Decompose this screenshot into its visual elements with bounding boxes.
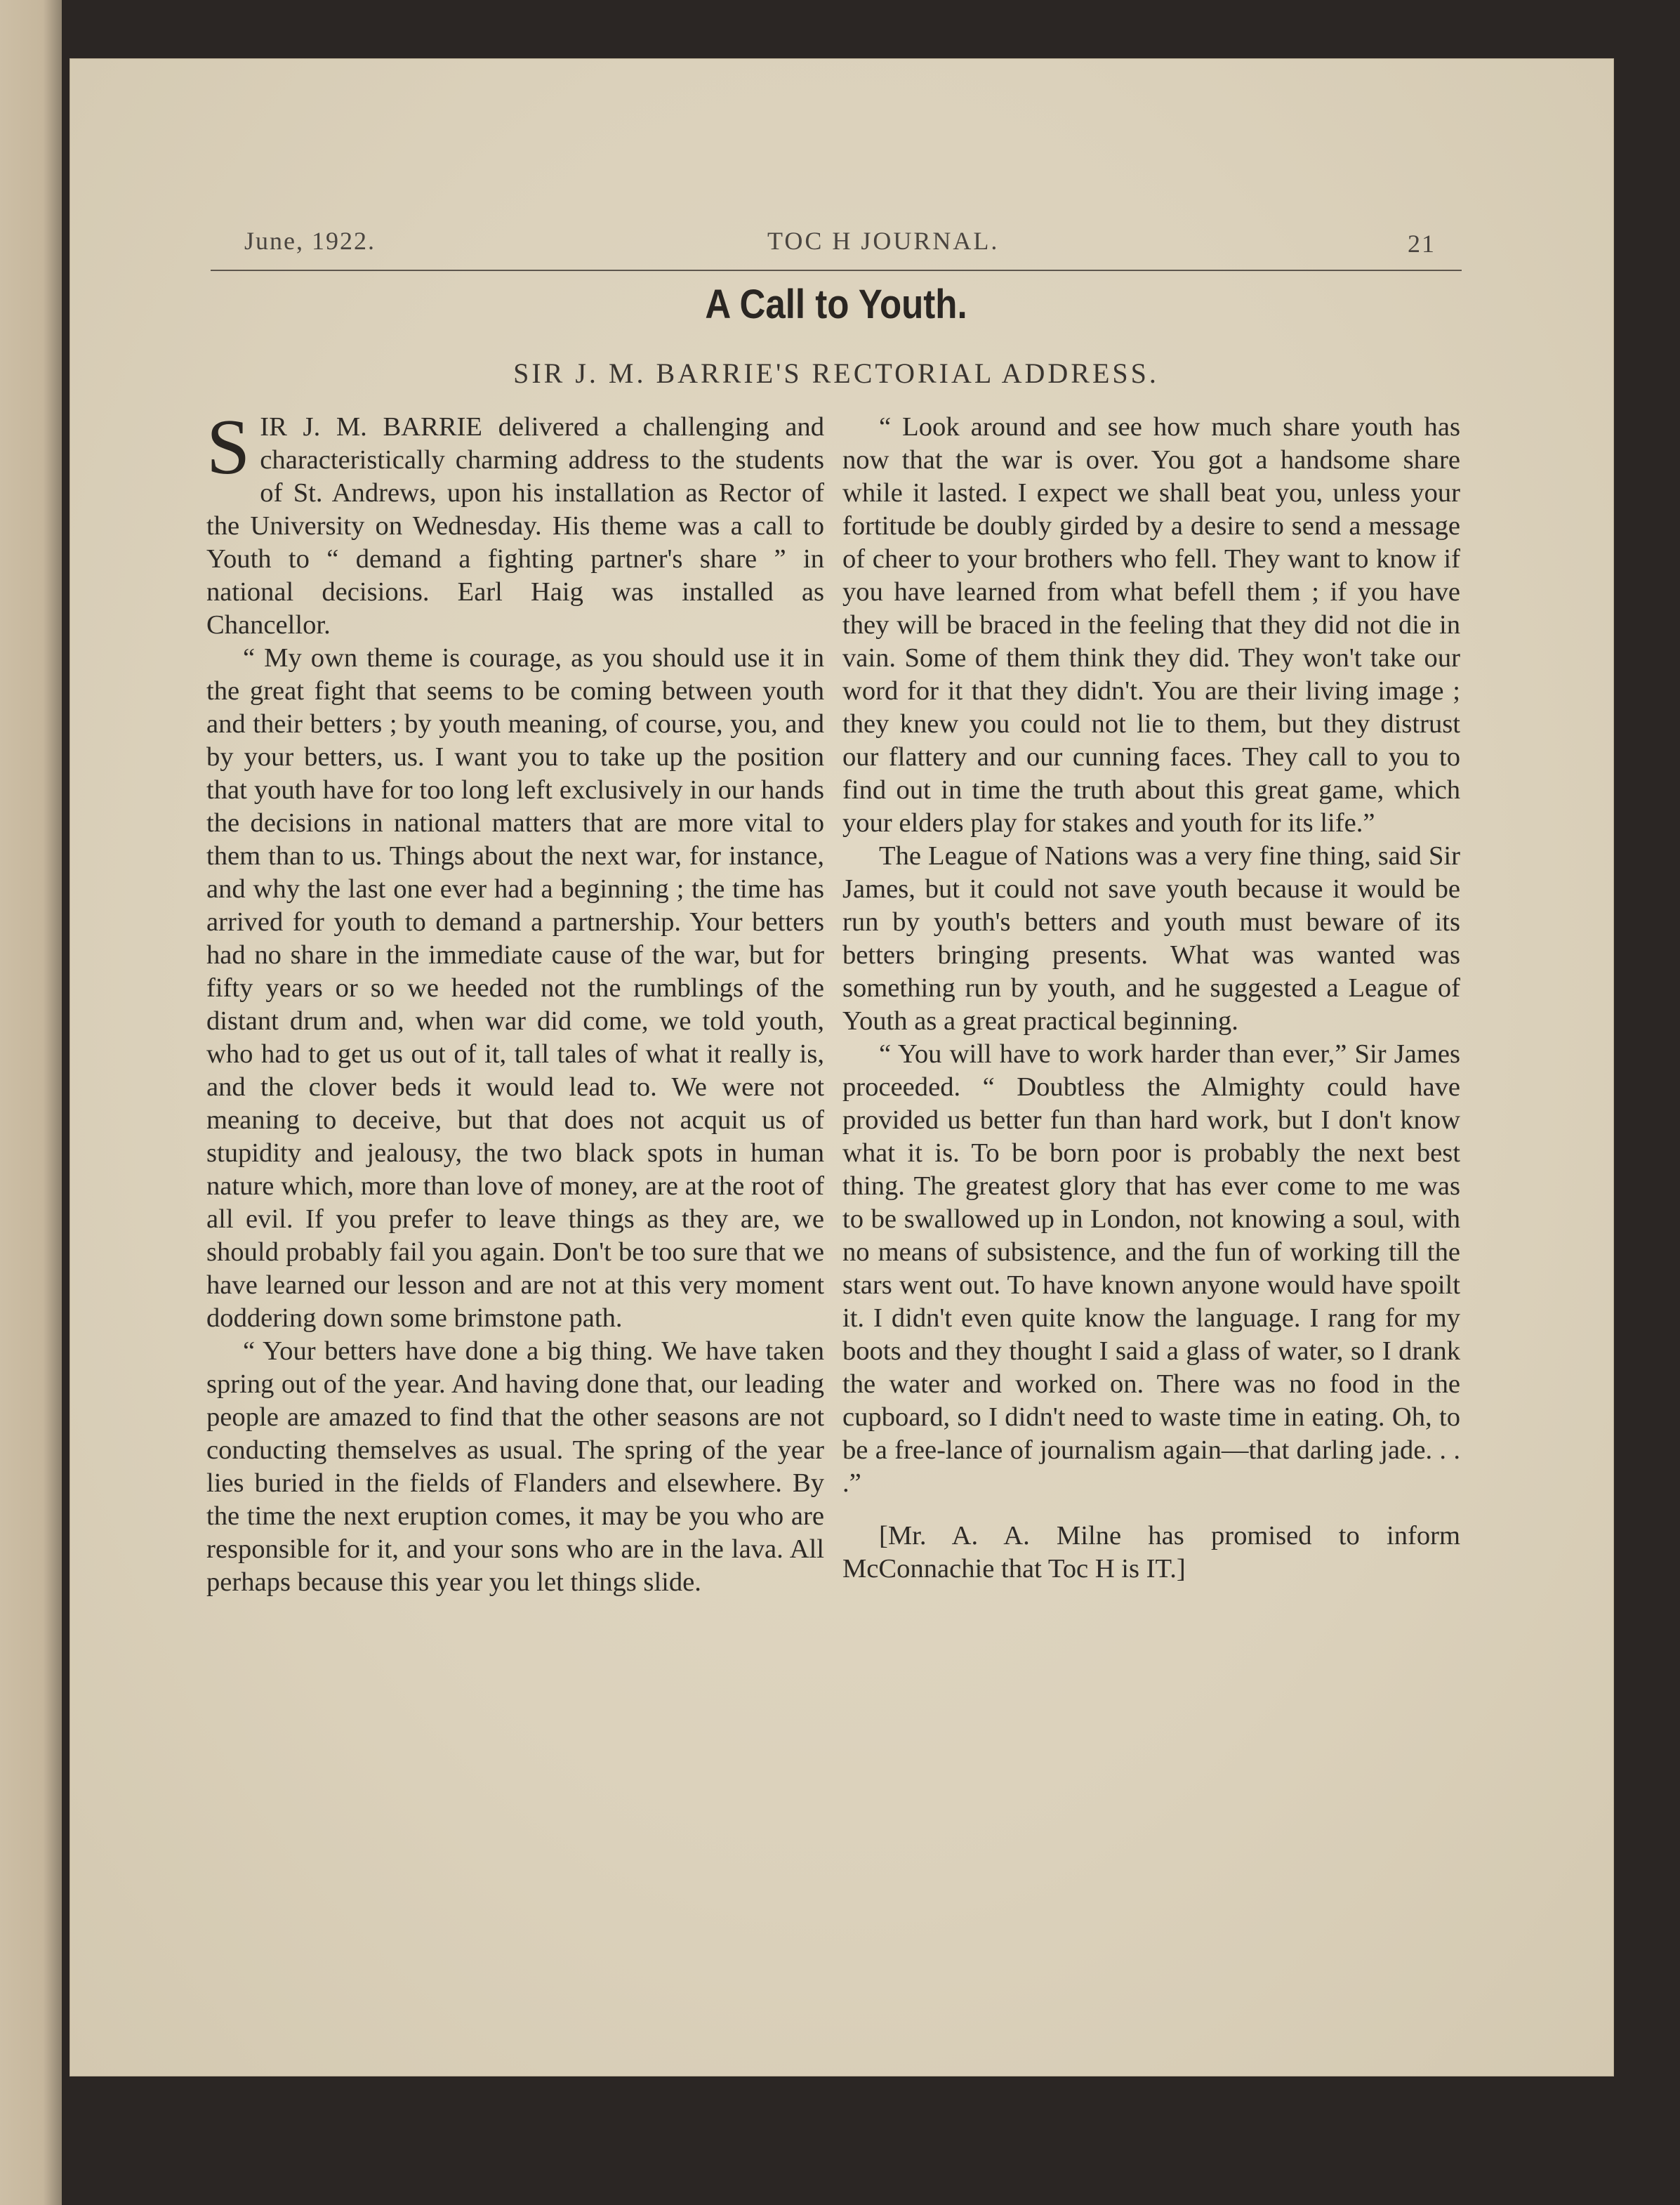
paragraph-6: “ You will have to work harder than ever,” Sir James proceeded. “ Doubtless the Almighty could have provided us better fun than hard work, but I don't know what it is. To be born poor is probably the next best thing. The greatest glory that has ever come to me was to be swallowed up in London, not knowing a soul, with no means of subsistence, and the fun of working till the stars went out. To have known anyone would have spoilt it. I didn't even quite know the language. I rang for my boots and they thought I said a glass of water, so I drank the water and worked on. There was no food in the cupboard, so I didn't need to waste time in eating. Oh, to be a free-lance of journalism again—that darling jade. . . .”	[842, 1039, 1460, 1498]
paragraph-2: “ My own theme is courage, as you should use it in the great fight that seems to be coming between youth and their betters ; by youth meaning, of course, you, and by your betters, us. I want you to take up the position that youth have for too long left exclusively in our hands the decisions in national matters that are more vital to them than to us. Things about the next war, for instance, and why the last one ever had a beginning ; the time has arrived for youth to demand a partnership. Your betters had no share in the immediate cause of the war, but for fifty years or so we heeded not the rumblings of the distant drum and, when war did come, we told youth, who had to get us out of it, tall tales of what it really is, and the clover beds it would lead to. We were not meaning to deceive, but that does not acquit us of stupidity and jealousy, the two black spots in human nature which, more than love of money, are at the root of all evil. If you prefer to leave things as they are, we should probably fail you again. Don't be too sure that we have learned our lesson and are not at this very moment doddering down some brimstone path.	[206, 643, 824, 1333]
paragraph-4: “ Look around and see how much share youth has now that the war is over. You got a handsome share while it lasted. I expect we shall beat you, unless your fortitude be doubly girded by a desire to send a message of cheer to your brothers who fell. They want to know if you have learned from what befell them ; if you have they will be braced in the feeling that they did not die in vain. Some of them think they did. They won't take our word for it that they didn't. You are their living image ; they knew you could not lie to them, but they distrust our flattery and our cunning faces. They call to you to find out in time the truth about this great game, which your elders play for stakes and youth for its life.”	[842, 412, 1460, 838]
article-subtitle: SIR J. M. BARRIE'S RECTORIAL ADDRESS.	[513, 357, 1159, 389]
article-title: A Call to Youth.	[705, 282, 967, 327]
running-header	[140, 162, 1460, 258]
paragraph-5: The League of Nations was a very fine thing, said Sir James, but it could not save youth because it would be run by youth's betters and youth must beware of its betters bringing presents. What was wanted was something run by youth, and he suggested a League of Youth as a great practical beginning.	[842, 841, 1460, 1036]
paragraph-1-text: IR J. M. BARRIE delivered a challenging and characteristically charming address to the students of St. Andrews, upon his installation as Rector of the University on Wednesday. His theme was a call to Youth to “ demand a fighting partner's share ” in national decisions. Earl Haig was installed as Chancellor.	[206, 412, 824, 640]
paragraph-3: “ Your betters have done a big thing. We have taken spring out of the year. And having done that, our leading people are amazed to find that the other seasons are not conducting themselves as usual. The spring of the year lies buried in the fields of Flanders and elsewhere. By the time the next eruption comes, it may be you who are responsible for it, and your sons who are in the lava. All perhaps because this year you let things slide.	[206, 1336, 824, 1597]
left-column	[206, 404, 824, 1599]
page-number: 21	[1408, 230, 1436, 258]
issue-date: June, 1922.	[244, 227, 376, 255]
header-rule	[211, 270, 1462, 271]
journal-name: TOC H JOURNAL.	[767, 227, 1000, 255]
paragraph-1	[206, 404, 824, 642]
facing-page-edge	[0, 0, 62, 2205]
drop-cap: S	[206, 404, 251, 491]
editorial-footnote: [Mr. A. A. Milne has promised to inform McConnachie that Toc H is IT.]	[842, 1521, 1460, 1584]
right-column	[842, 411, 1460, 1586]
